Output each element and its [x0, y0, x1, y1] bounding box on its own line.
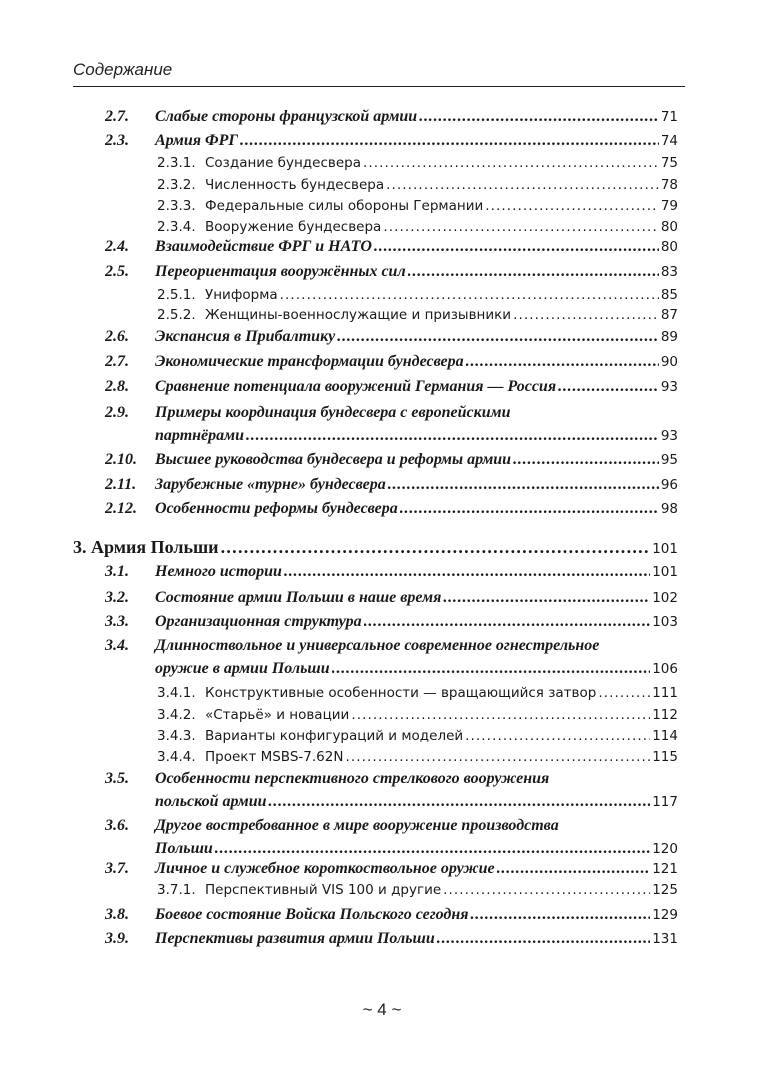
toc-entry-page-number: 129: [652, 907, 678, 923]
toc-entry-number: 2.7.: [105, 353, 129, 370]
dot-leader: [386, 177, 659, 193]
toc-entry-page-number: 111: [652, 685, 678, 701]
dot-leader: [388, 476, 659, 494]
toc-entry-page-number: 121: [652, 861, 678, 877]
toc-entry[interactable]: [105, 906, 678, 924]
toc-entry-number: 2.3.: [105, 132, 129, 149]
toc-entry-number: 2.7.: [105, 108, 129, 125]
toc-entry-page-number: 78: [660, 177, 678, 193]
toc-entry-title: оружие в армии Польши: [155, 660, 330, 677]
toc-entry-number: 2.3.1.: [157, 155, 196, 171]
toc-entry-page-number: 80: [660, 219, 678, 235]
toc-entry-page-number: 103: [652, 614, 678, 630]
dot-leader: [221, 537, 651, 558]
toc-entry-title-line1: [105, 404, 511, 422]
dot-leader: [408, 263, 659, 281]
dot-leader: [363, 155, 659, 171]
toc-entry-page-number: 83: [660, 264, 678, 280]
toc-entry[interactable]: [105, 238, 678, 256]
dot-leader: [419, 108, 659, 126]
toc-entry-title: Сравнение потенциала вооружений Германия — Россия: [155, 378, 557, 395]
toc-entry-number: 2.9.: [105, 404, 129, 421]
toc-entry-page-number: 102: [652, 590, 678, 606]
dot-leader: [284, 563, 650, 581]
toc-entry-number: 2.5.: [105, 263, 129, 280]
toc-entry-title: Состояние армии Польши в наше время: [155, 589, 442, 606]
toc-entry[interactable]: [157, 685, 678, 701]
toc-entry-page-number: 117: [652, 794, 678, 810]
toc-entry-number: 3.6.: [105, 817, 129, 834]
toc-entry-title: Личное и служебное короткоствольное оружие: [155, 860, 495, 877]
toc-entry-title: Переориентация вооружённых сил: [155, 263, 406, 280]
toc-entry-title: Вооружение бундесвера: [205, 219, 382, 235]
toc-entry-number: 2.3.4.: [157, 219, 196, 235]
toc-entry-title-line1: [105, 817, 559, 835]
toc-entry-number: 2.6.: [105, 328, 129, 345]
toc-entry-title: Организационная структура: [155, 613, 362, 630]
toc-entry-number: 3.4.4.: [157, 749, 196, 765]
toc-entry-page-number: 106: [652, 661, 678, 677]
running-header-title: Содержание: [73, 60, 173, 79]
dot-leader: [485, 198, 659, 214]
toc-entry-number: 3.9.: [105, 930, 129, 947]
dot-leader: [437, 930, 650, 948]
dot-leader: [383, 219, 659, 235]
toc-entry-title: партнёрами: [155, 427, 244, 444]
toc-entry-page-number: 120: [652, 841, 678, 857]
dot-leader: [345, 749, 650, 765]
toc-entry-page-number: 90: [660, 354, 678, 370]
toc-entry[interactable]: [105, 132, 678, 150]
toc-entry-title: Особенности реформы бундесвера: [155, 500, 398, 517]
toc-entry-number: 3.3.: [105, 613, 129, 630]
dot-leader: [364, 613, 651, 631]
toc-entry-title: Перспективный VIS 100 и другие: [205, 882, 442, 898]
toc-entry[interactable]: [105, 613, 678, 631]
dot-leader: [470, 906, 650, 924]
toc-entry-number: 3.4.3.: [157, 728, 196, 744]
toc-entry-title: Женщины-военнослужащие и призывники: [205, 307, 512, 323]
toc-entry-title: Другое востребованное в мире вооружение производства: [155, 817, 559, 834]
dot-leader: [337, 328, 659, 346]
dot-leader: [443, 589, 650, 607]
toc-entry-title: Боевое состояние Войска Польского сегодня: [155, 906, 469, 923]
page-number: ~ 4 ~: [362, 1000, 402, 1019]
toc-entry-title: Создание бундесвера: [205, 155, 361, 171]
toc-entry-number: 3.7.1.: [157, 882, 196, 898]
toc-entry-page-number: 93: [660, 428, 678, 444]
toc-entry-number: 2.4.: [105, 238, 129, 255]
toc-entry-page-number: 87: [660, 307, 678, 323]
toc-entry-page-number: 80: [660, 239, 678, 255]
toc-entry[interactable]: [105, 328, 678, 346]
toc-entry[interactable]: [105, 589, 678, 607]
toc-entry-number: 3.4.: [105, 637, 129, 654]
toc-entry-number: 3.2.: [105, 589, 129, 606]
toc-entry[interactable]: [157, 219, 678, 235]
toc-entry[interactable]: [105, 263, 678, 281]
toc-entry-title: «Старьё» и новации: [205, 707, 350, 723]
toc-entry-page-number: 79: [660, 198, 678, 214]
toc-entry-title: Армия ФРГ: [155, 132, 239, 149]
toc-entry[interactable]: [105, 476, 678, 494]
toc-entry-title: Примеры координация бундесвера с европейскими: [155, 404, 511, 421]
toc-entry-page-number: 96: [660, 477, 678, 493]
toc-entry-number: 3.4.1.: [157, 685, 196, 701]
toc-entry[interactable]: [105, 378, 678, 396]
toc-entry-page-number: 115: [652, 749, 678, 765]
toc-entry-page-number: 98: [660, 501, 678, 517]
toc-entry-page-number: 89: [660, 329, 678, 345]
toc-entry[interactable]: [157, 287, 678, 303]
dot-leader: [497, 860, 651, 878]
toc-entry-title: Немного истории: [155, 563, 282, 580]
toc-entry[interactable]: [105, 660, 678, 678]
toc-entry-title: 3. Армия Польши: [73, 537, 219, 557]
toc-entry[interactable]: [105, 860, 678, 878]
toc-entry[interactable]: [105, 930, 678, 948]
toc-entry[interactable]: [157, 707, 678, 723]
toc-entry-page-number: 101: [652, 541, 678, 557]
toc-entry[interactable]: [157, 198, 678, 214]
dot-leader: [374, 238, 659, 256]
toc-entry[interactable]: [105, 451, 678, 469]
dot-leader: [443, 882, 650, 898]
toc-entry[interactable]: [157, 177, 678, 193]
toc-entry-number: 3.7.: [105, 860, 129, 877]
toc-entry-number: 2.5.1.: [157, 287, 196, 303]
toc-entry-title: польской армии: [155, 793, 267, 810]
toc-entry-number: 2.3.2.: [157, 177, 196, 193]
toc-entry[interactable]: [105, 793, 678, 811]
toc-entry-page-number: 95: [660, 452, 678, 468]
dot-leader: [598, 685, 650, 701]
toc-entry-title: Численность бундесвера: [205, 177, 385, 193]
toc-entry-title: Длинноствольное и универсальное современное огнестрельное: [155, 637, 600, 654]
toc-entry[interactable]: [157, 307, 678, 323]
toc-entry-title: Проект MSBS-7.62N: [205, 749, 344, 765]
toc-entry-title: Польши: [155, 840, 213, 857]
toc-entry[interactable]: [157, 728, 678, 744]
toc-entry[interactable]: [105, 353, 678, 371]
dot-leader: [332, 660, 651, 678]
dot-leader: [513, 451, 659, 469]
toc-entry-page-number: 85: [660, 287, 678, 303]
toc-entry[interactable]: [105, 108, 678, 126]
toc-entry-page-number: 75: [660, 155, 678, 171]
toc-entry-page-number: 93: [660, 379, 678, 395]
toc-entry-page-number: 74: [660, 133, 678, 149]
dot-leader: [215, 840, 650, 858]
toc-entry-title: Униформа: [205, 287, 278, 303]
toc-entry-page-number: 131: [652, 931, 678, 947]
toc-entry-number: 2.12.: [105, 500, 137, 517]
toc-entry-title: Федеральные силы обороны Германии: [205, 198, 484, 214]
toc-entry-title: Зарубежные «турне» бундесвера: [155, 476, 386, 493]
toc-entry-title: Высшее руководства бундесвера и реформы армии: [155, 451, 512, 468]
toc-entry-title: Экономические трансформации бундесвера: [155, 353, 464, 370]
toc-entry-number: 3.4.2.: [157, 707, 196, 723]
dot-leader: [351, 707, 650, 723]
toc-entry-page-number: 112: [652, 707, 678, 723]
toc-entry-title: Слабые стороны французской армии: [155, 108, 418, 125]
toc-entry[interactable]: [157, 749, 678, 765]
toc-entry-number: 2.3.3.: [157, 198, 196, 214]
toc-entry[interactable]: [157, 882, 678, 898]
toc-entry[interactable]: [157, 155, 678, 171]
dot-leader: [466, 353, 659, 371]
toc-entry[interactable]: [105, 427, 678, 445]
toc-entry-page-number: 101: [652, 564, 678, 580]
dot-leader: [558, 378, 659, 396]
toc-entry-number: 2.5.2.: [157, 307, 196, 323]
dot-leader: [513, 307, 659, 323]
toc-entry-number: 2.8.: [105, 378, 129, 395]
toc-entry-title-line1: [105, 637, 599, 655]
toc-entry-title: Перспективы развития армии Польши: [155, 930, 435, 947]
toc-entry[interactable]: [105, 500, 678, 518]
dot-leader: [280, 287, 659, 303]
toc-entry-number: 3.8.: [105, 906, 129, 923]
toc-entry-title-line1: [105, 770, 549, 788]
toc-entry-page-number: 71: [660, 109, 678, 125]
toc-entry-title: Конструктивные особенности — вращающийся затвор: [205, 685, 597, 701]
toc-entry-number: 3.1.: [105, 563, 129, 580]
header-rule: [73, 86, 685, 87]
toc-entry[interactable]: [105, 840, 678, 858]
toc-entry-title: Варианты конфигураций и моделей: [205, 728, 464, 744]
dot-leader: [240, 132, 659, 150]
dot-leader: [400, 500, 659, 518]
toc-entry-title: Взаимодействие ФРГ и НАТО: [155, 238, 372, 255]
toc-entry-number: 3.5.: [105, 770, 129, 787]
toc-entry[interactable]: [73, 537, 678, 558]
toc-entry-title: Экспансия в Прибалтику: [155, 328, 336, 345]
dot-leader: [465, 728, 650, 744]
toc-entry-page-number: 125: [652, 882, 678, 898]
toc-entry-number: 2.10.: [105, 451, 137, 468]
toc-entry[interactable]: [105, 563, 678, 581]
toc-entry-title: Особенности перспективного стрелкового вооружения: [155, 770, 550, 787]
toc-entry-number: 2.11.: [105, 476, 137, 493]
dot-leader: [246, 427, 659, 445]
toc-entry-page-number: 114: [652, 728, 678, 744]
dot-leader: [268, 793, 650, 811]
